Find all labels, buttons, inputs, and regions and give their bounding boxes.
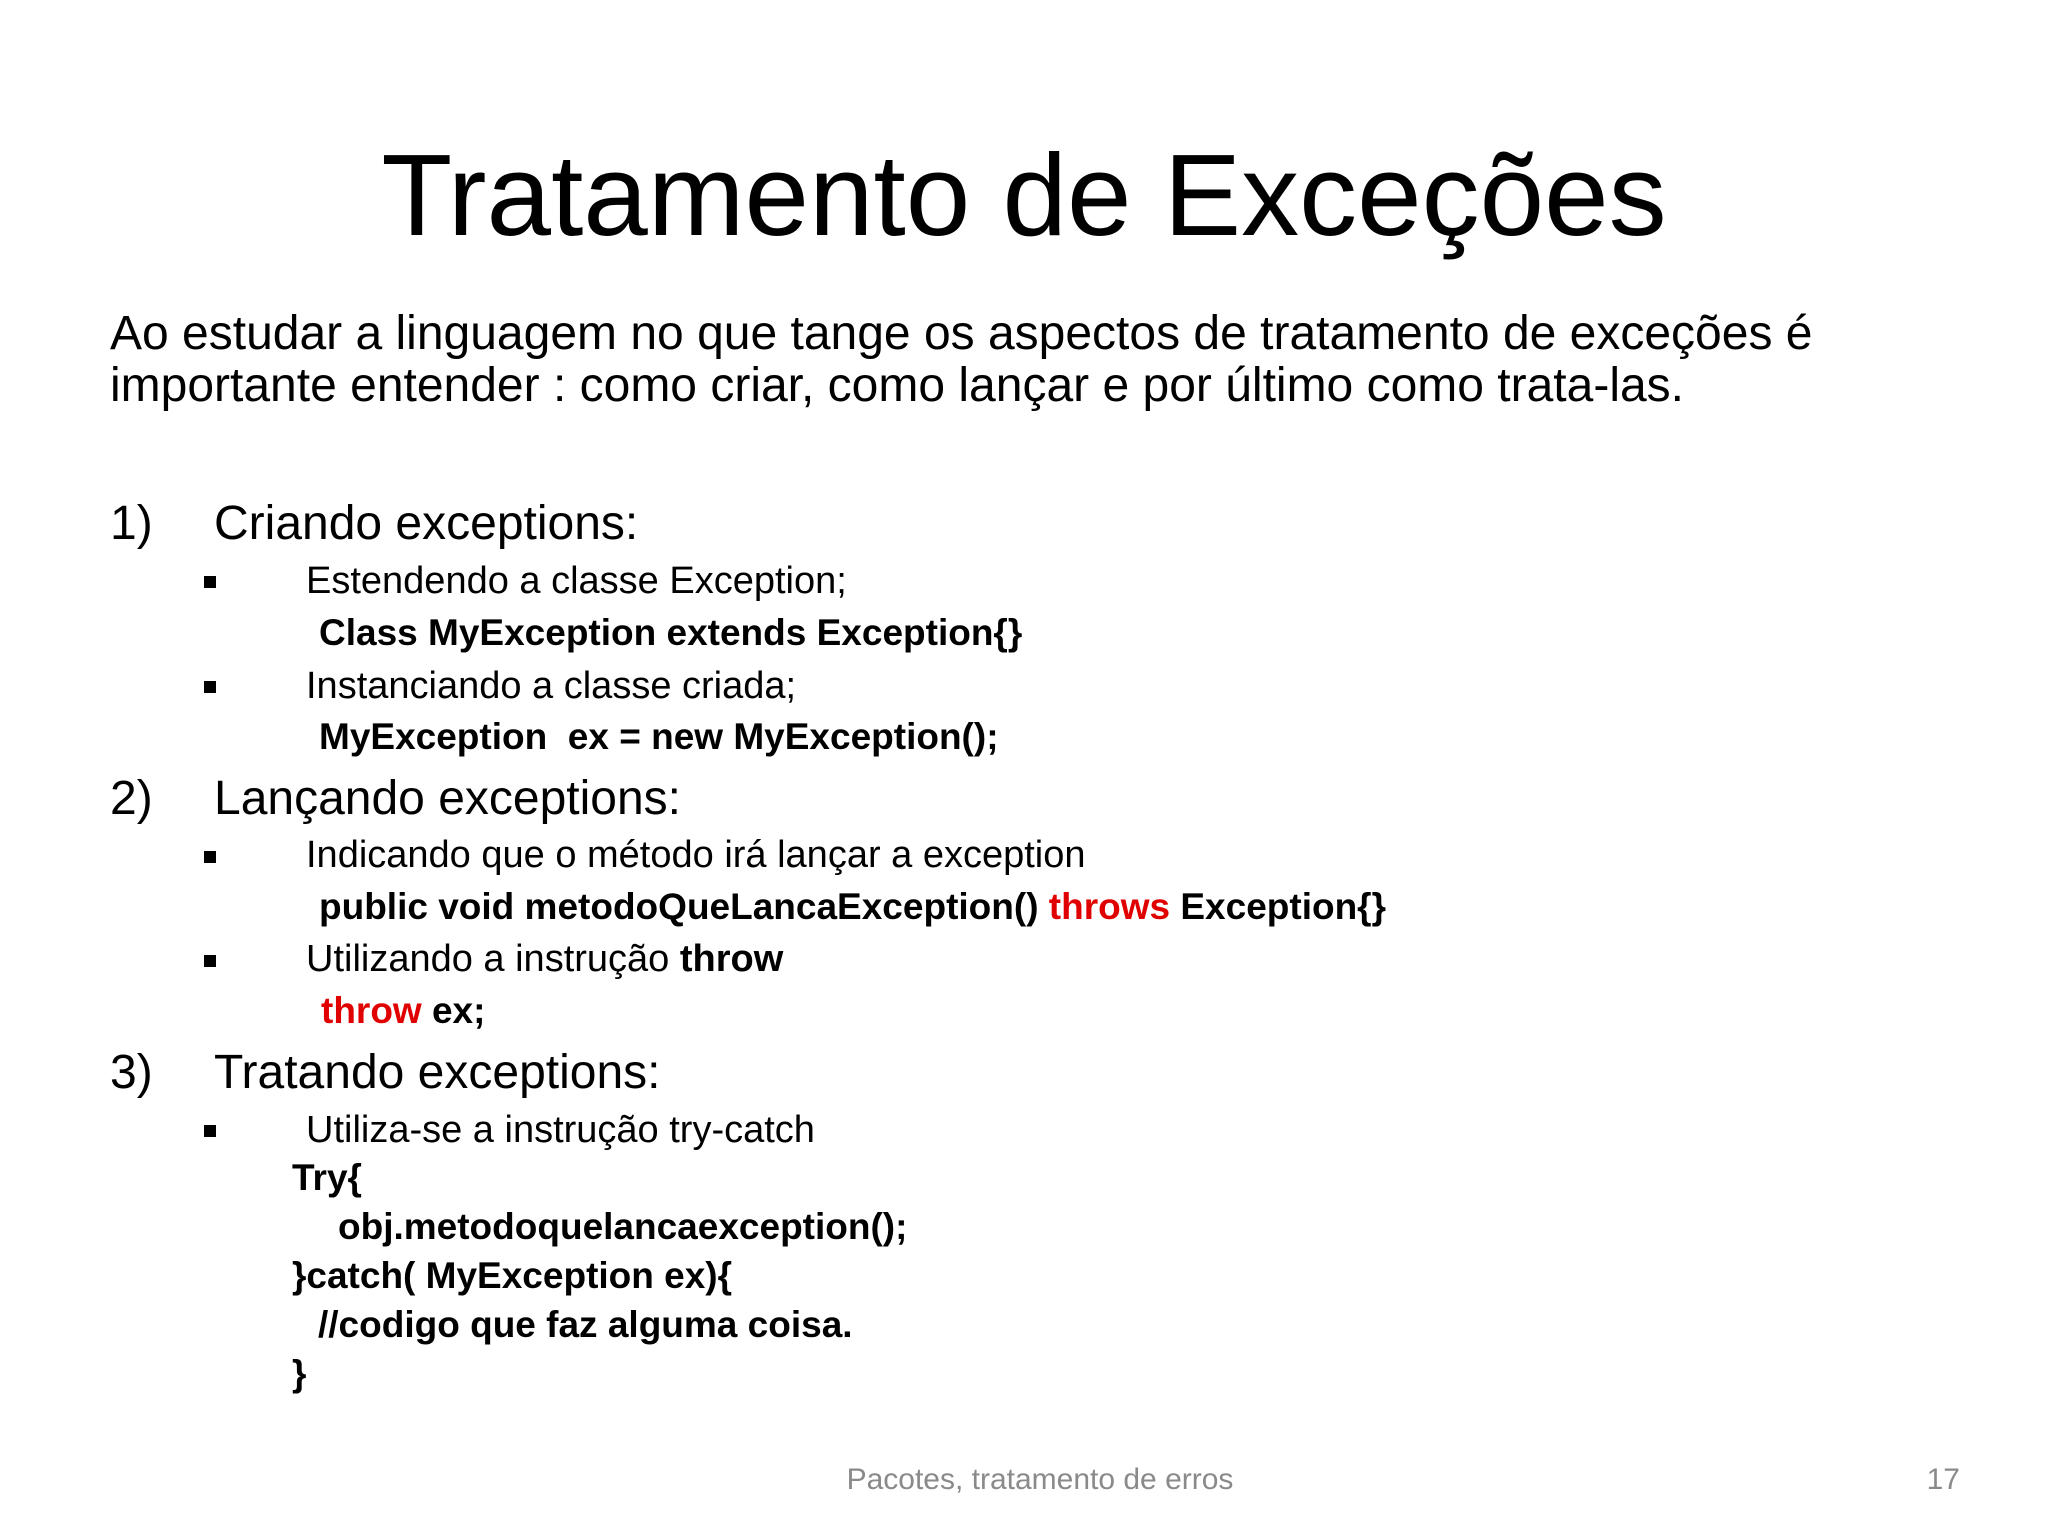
code-line: Class MyException extends Exception{}: [319, 612, 1023, 653]
square-bullet-icon: [204, 576, 216, 588]
slide-title: Tratamento de Exceções: [381, 130, 1667, 260]
code-text: Exception{}: [1170, 886, 1386, 927]
item-text-plain: Utilizando a instrução: [306, 938, 680, 980]
section-number: 3): [110, 1046, 153, 1099]
square-bullet-icon: [204, 955, 216, 967]
keyword-throws: throws: [1048, 886, 1171, 927]
code-text: public void metodoQueLancaException(): [319, 886, 1049, 927]
square-bullet-icon: [204, 851, 216, 863]
code-line: [319, 884, 1386, 930]
section-number: 1): [110, 497, 153, 550]
code-text: ex;: [421, 990, 486, 1031]
page-number: 17: [1926, 1463, 1960, 1496]
code-line: [321, 988, 485, 1034]
intro-line-1: Ao estudar a linguagem no que tange os aspectos de tratamento de exceções é: [110, 307, 1813, 360]
code-line: obj.metodoquelancaexception();: [338, 1206, 908, 1247]
code-line: }catch( MyException ex){: [292, 1255, 733, 1296]
square-bullet-icon: [204, 1125, 216, 1137]
item-text: [306, 936, 783, 982]
section-heading: Criando exceptions:: [214, 497, 639, 550]
keyword-throw: throw: [321, 990, 422, 1031]
code-line: //codigo que faz alguma coisa.: [318, 1304, 853, 1345]
item-text: Indicando que o método irá lançar a exception: [306, 834, 1086, 876]
item-text: Instanciando a classe criada;: [306, 665, 797, 707]
code-line: }: [292, 1353, 307, 1394]
item-text: Utiliza-se a instrução try-catch: [306, 1109, 815, 1151]
section-heading: Tratando exceptions:: [214, 1046, 661, 1099]
section-heading: Lançando exceptions:: [214, 772, 682, 825]
code-line: MyException ex = new MyException();: [319, 716, 999, 757]
item-text-bold: throw: [679, 938, 784, 980]
footer-text: Pacotes, tratamento de erros: [846, 1463, 1234, 1496]
intro-line-2: importante entender : como criar, como lançar e por último como trata-las.: [110, 359, 1685, 412]
square-bullet-icon: [204, 681, 216, 693]
section-number: 2): [110, 772, 153, 825]
code-line: Try{: [292, 1157, 362, 1198]
item-text: Estendendo a classe Exception;: [306, 560, 847, 602]
